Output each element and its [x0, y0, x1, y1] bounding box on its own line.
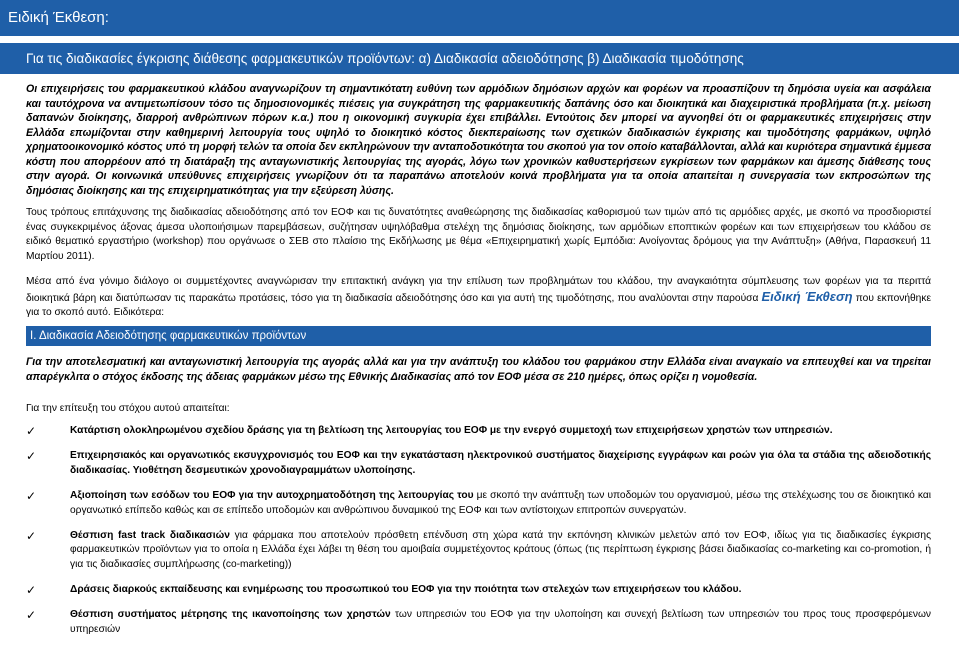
dialogue-text: Μέσα από ένα γόνιμο διάλογο οι συμμετέχοντες αναγνώρισαν την επιτακτική ανάγκη για την επίλυση των προβλημάτων του κλάδου, την αναγκαιότητα σύμπλευσης των φορέων για τα περιττά διοικητικά βάρη και διατύπωσαν τις παρακάτω προτάσεις, τόσο για τη διαδικασία αδειοδότησης όσο και για αυτή της τιμοδότησης, που αναλύονται στην παρούσα — [26, 276, 931, 304]
checkmark-icon: ✓ — [26, 424, 37, 438]
checkmark-icon: ✓ — [26, 528, 37, 543]
list-item — [26, 424, 931, 439]
list-item — [26, 489, 931, 518]
section-title: Ι. Διαδικασία Αδειοδότησης φαρμακευτικών προϊόντων — [30, 330, 307, 342]
banner-title — [0, 0, 959, 36]
intro-paragraph — [26, 82, 931, 198]
workshop-paragraph — [26, 206, 931, 264]
list-item — [26, 608, 931, 637]
goal-paragraph — [26, 355, 931, 385]
workshop-text: Τους τρόπους επιτάχυνσης της διαδικασίας αδειοδότησης από τον ΕΟΦ και τις δυνατότητες αναθεώρησης της διαδικασίας καθορισμού των τιμών από τις αρμόδιες αρχές, με σκοπό να προσδιοριστεί ένας συγκεκριμένος άξονας άμεσα υλοποιήσιμων παρεμβάσεων, συζήτησαν υψηλόβαθμα στελέχη της δημόσιας διοίκησης, των αρμόδιων εποπτικών φορέων και των επιχειρήσεων του κλάδου σε ειδικό θεματικό εργαστήριο (workshop) που οργάνωσε ο ΣΕΒ στο πλαίσιο της Εκδήλωσης με θέμα «Επιχειρηματική χωρίς Εμπόδια: Ανοίγοντας δρόμους για την Ανάπτυξη» (Αθήνα, Παρασκευή 11 Μαρτίου 2011). — [26, 207, 931, 262]
intro-text: Οι επιχειρήσεις του φαρμακευτικού κλάδου αναγνωρίζουν τη σημαντικότατη ευθύνη των αρμόδιων δημόσιων αρχών και φορέων να προασπίζουν τη δημόσια υγεία και ασφάλεια και ταυτόχρονα να αντιμετωπίσουν τόσο τις δημοσιονομικές πιέσεις για συγκράτηση της φαρμακευτικής δαπάνης όσο και διοικητικά και διαχειριστικά προβλήματα (π.χ. μείωση δαπανών διοίκησης, διαρροή ανθρώπινων πόρων κ.α.) που η οικονομική συγκυρία έχει επιβάλλει. Εντούτοις δεν μπορεί να αγνοηθεί ότι οι φαρμακευτικές επιχειρήσεις στην Ελλάδα επωμίζονται στην καθημερινή λειτουργία τους υψηλό το διοικητικό κόστος διεκπεραίωσης των σχετικών διαδικασιών έγκρισης και τιμοδότησης φαρμάκων, υψηλό χρηματοοικονομικό κόστος υπό τη μορφή τελών τα οποία δεν εκπληρώνουν την ανταποδοτικότητα του σκοπού για τον οποίο καταβάλλονται, αλλά και κυριότερα σημαντικά έμμεσα κόστη που απορρέουν από τη διατάραξη της ανταγωνιστικής λειτουργίας της αγοράς, λόγω των χρονικών καθυστερήσεων εγκρίσεων των φαρμάκων και άμεσης διάθεσης τους στην αγορά. Οι κοινωνικά υπεύθυνες επιχειρήσεις γνωρίζουν ότι τα παραπάνω αποτελούν κοινά προβλήματα για τα οποία απαιτείται η συνεργασία των εκπροσώπων της δημόσιας διοίκησης και της επιχειρηματικότητας για την εξεύρεση λύσης. — [26, 83, 931, 197]
checkmark-icon: ✓ — [26, 488, 37, 503]
list-item-bold: Θέσπιση συστήματος μέτρησης της ικανοποίησης των χρηστών — [70, 609, 391, 621]
requirements-checklist — [26, 424, 931, 648]
section-title-bar — [26, 326, 931, 346]
list-item-bold: Δράσεις διαρκούς εκπαίδευσης και ενημέρωσης του προσωπικού του ΕΟΦ για την ποιότητα των στελεχών των επιχειρήσεων του κλάδου. — [70, 584, 742, 596]
list-item — [26, 449, 931, 478]
list-item — [26, 583, 931, 598]
dialogue-paragraph — [26, 275, 931, 321]
special-report-inline-title: Ειδική Έκθεση — [761, 288, 853, 304]
checkmark-icon: ✓ — [26, 583, 37, 598]
list-item-bold: Αξιοποίηση των εσόδων του ΕΟΦ για την αυτοχρηματοδότηση της λειτουργίας του — [70, 489, 474, 501]
list-item-bold: Θέσπιση fast track διαδικασιών — [70, 529, 230, 541]
dialogue-tail: που εκπονήθηκε για το σκοπό αυτό. Ειδικότερα: — [26, 292, 931, 319]
list-item-bold: Κατάρτιση ολοκληρωμένου σχεδίου δράσης για τη βελτίωση της λειτουργίας του ΕΟΦ με την ενεργό συμμετοχή των επιχειρήσεων χρηστών των υπηρεσιών. — [70, 425, 833, 436]
list-item-normal: με σκοπό την ανάπτυξη των υποδομών του οργανισμού, μέσω της στελέχωσης του σε διοικητικό και οργανωτικό επίπεδο καθώς και σε επίπεδο υποδομών και ανθρώπινου δυναμικού της ΕΟΦ και των αντίστοιχων επιτροπών συνεργατών. — [70, 489, 932, 516]
list-item-normal: των υπηρεσιών του ΕΟΦ για την υλοποίηση και συνεχή βελτίωση των υπηρεσιών του προς τους προσφερόμενων υπηρεσιών — [70, 609, 932, 635]
list-item-bold: Επιχειρησιακός και οργανωτικός εκσυγχρονισμός του ΕΟΦ και την εγκατάσταση ηλεκτρονικού συστήματος διαχείρισης εγγράφων και ροών για όλα τα στάδια της αδειοδοτικής διαδικασίας. Υιοθέτηση δεσμευτικών χρονοδιαγραμμάτων υλοποίησης. — [70, 450, 931, 476]
list-item — [26, 529, 931, 573]
banner-subtitle — [0, 43, 959, 74]
banner-subtitle-text: Για τις διαδικασίες έγκρισης διάθεσης φαρμακευτικών προϊόντων: α) Διαδικασία αδειοδότησης β) Διαδικασία τιμοδότησης — [26, 51, 744, 66]
checkmark-icon: ✓ — [26, 608, 37, 623]
checkmark-icon: ✓ — [26, 449, 37, 464]
goal-text: Για την αποτελεσματική και ανταγωνιστική λειτουργία της αγοράς αλλά και για την ανάπτυξη του κλάδου του φαρμάκου στην Ελλάδα είναι αναγκαίο να επιτευχθεί και να τηρείται απαρέγκλιτα ο στόχος έκδοσης της άδειας φαρμάκων μέσω της Εθνικής Διαδικασίας από τον ΕΟΦ μέσα σε 210 ημέρες, όπως ορίζει η νομοθεσία. — [26, 356, 931, 383]
list-item-normal: για φάρμακα που αποτελούν πρόσθετη επένδυση στη χώρα κατά την εκπόνηση κλινικών μελετών από τον ΕΟΦ, ιδίως για τις διαδικασίες έγκρισης φαρμακευτικών προϊόντων για το οποία η Ελλάδα έχει λάβει τη θέση του αμοιβαία συμμετέχοντος κράτους (όπως (τις περίπτωση έγκρισης βάσει διαδικασίας co-marketing και co-promotion, ή για τις διαδικασίες συμπλήρωσης (co-marketing)) — [70, 529, 932, 570]
banner-title-text: Ειδική Έκθεση: — [8, 9, 109, 26]
requirements-intro: Για την επίτευξη του στόχου αυτού απαιτείται: — [26, 403, 230, 414]
